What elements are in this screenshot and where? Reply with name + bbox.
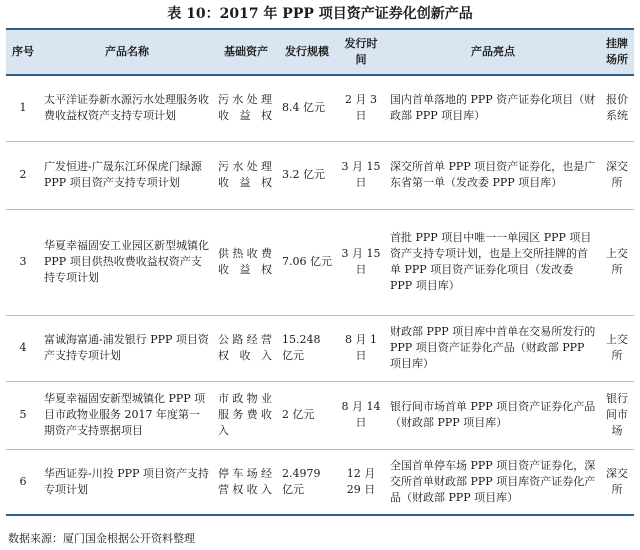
row-scale: 8.4 亿元 xyxy=(278,75,336,141)
header-asset: 基础资产 xyxy=(214,29,278,75)
header-scale: 发行规模 xyxy=(278,29,336,75)
row-idx: 6 xyxy=(6,449,40,515)
row-highlight: 国内首单落地的 PPP 资产证券化项目（财政部 PPP 项目库） xyxy=(386,75,600,141)
row-scale: 15.248 亿元 xyxy=(278,315,336,381)
header-name: 产品名称 xyxy=(40,29,214,75)
row-asset: 污水处理收益权 xyxy=(214,141,278,209)
header-idx: 序号 xyxy=(6,29,40,75)
row-scale: 3.2 亿元 xyxy=(278,141,336,209)
row-date: 2 月 3 日 xyxy=(336,75,386,141)
row-product-name: 华夏幸福固安新型城镇化 PPP 项目市政物业服务 2017 年度第一期资产支持票据项目 xyxy=(40,381,214,449)
table-header-row xyxy=(6,29,634,75)
row-exchange: 银行间市场 xyxy=(600,381,634,449)
row-date: 8 月 1 日 xyxy=(336,315,386,381)
row-highlight: 财政部 PPP 项目库中首单在交易所发行的 PPP 项目资产证券化产品（财政部 PPP 项目库） xyxy=(386,315,600,381)
row-idx: 1 xyxy=(6,75,40,141)
table-row xyxy=(6,75,634,141)
table-row xyxy=(6,381,634,449)
table-row xyxy=(6,315,634,381)
row-highlight: 深交所首单 PPP 项目资产证券化，也是广东省第一单（发改委 PPP 项目库） xyxy=(386,141,600,209)
row-exchange: 报价系统 xyxy=(600,75,634,141)
row-idx: 5 xyxy=(6,381,40,449)
row-asset: 污水处理收益权 xyxy=(214,75,278,141)
table-row xyxy=(6,449,634,515)
data-source-note: 数据来源：厦门国金根据公开资料整理 xyxy=(8,532,195,545)
row-product-name: 富诚海富通-浦发银行 PPP 项目资产支持专项计划 xyxy=(40,315,214,381)
row-asset: 公路经营权收入 xyxy=(214,315,278,381)
row-scale: 7.06 亿元 xyxy=(278,209,336,315)
row-highlight: 银行间市场首单 PPP 项目资产证券化产品（财政部 PPP 项目库） xyxy=(386,381,600,449)
ppp-products-table xyxy=(6,28,634,516)
header-exchange: 挂牌场所 xyxy=(600,29,634,75)
row-product-name: 广发恒进-广晟东江环保虎门绿源 PPP 项目资产支持专项计划 xyxy=(40,141,214,209)
row-date: 3 月 15 日 xyxy=(336,209,386,315)
row-idx: 4 xyxy=(6,315,40,381)
row-scale: 2 亿元 xyxy=(278,381,336,449)
header-highlight: 产品亮点 xyxy=(386,29,600,75)
table-row xyxy=(6,209,634,315)
row-asset: 停车场经营权收入 xyxy=(214,449,278,515)
row-asset: 市政物业服务费收入 xyxy=(214,381,278,449)
table-title: 表 10：2017 年 PPP 项目资产证券化创新产品 xyxy=(167,6,473,22)
row-exchange: 深交所 xyxy=(600,449,634,515)
row-exchange: 上交所 xyxy=(600,209,634,315)
row-product-name: 华西证券-川投 PPP 项目资产支持专项计划 xyxy=(40,449,214,515)
row-exchange: 深交所 xyxy=(600,141,634,209)
row-idx: 2 xyxy=(6,141,40,209)
row-highlight: 全国首单停车场 PPP 项目资产证券化，深交所首单财政部 PPP 项目库资产证券化产品（财政部 PPP 项目库） xyxy=(386,449,600,515)
row-idx: 3 xyxy=(6,209,40,315)
row-date: 12 月 29 日 xyxy=(336,449,386,515)
row-date: 8 月 14 日 xyxy=(336,381,386,449)
row-asset: 供热收费收益权 xyxy=(214,209,278,315)
row-highlight: 首批 PPP 项目中唯一一单园区 PPP 项目资产支持专项计划，也是上交所挂牌的首单 PPP 项目资产证券化项目（发改委 PPP 项目库） xyxy=(386,209,600,315)
row-product-name: 华夏幸福固安工业园区新型城镇化 PPP 项目供热收费收益权资产支持专项计划 xyxy=(40,209,214,315)
row-date: 3 月 15 日 xyxy=(336,141,386,209)
row-product-name: 太平洋证券新水源污水处理服务收费收益权资产支持专项计划 xyxy=(40,75,214,141)
row-scale: 2.4979 亿元 xyxy=(278,449,336,515)
row-exchange: 上交所 xyxy=(600,315,634,381)
table-row xyxy=(6,141,634,209)
header-date: 发行时间 xyxy=(336,29,386,75)
